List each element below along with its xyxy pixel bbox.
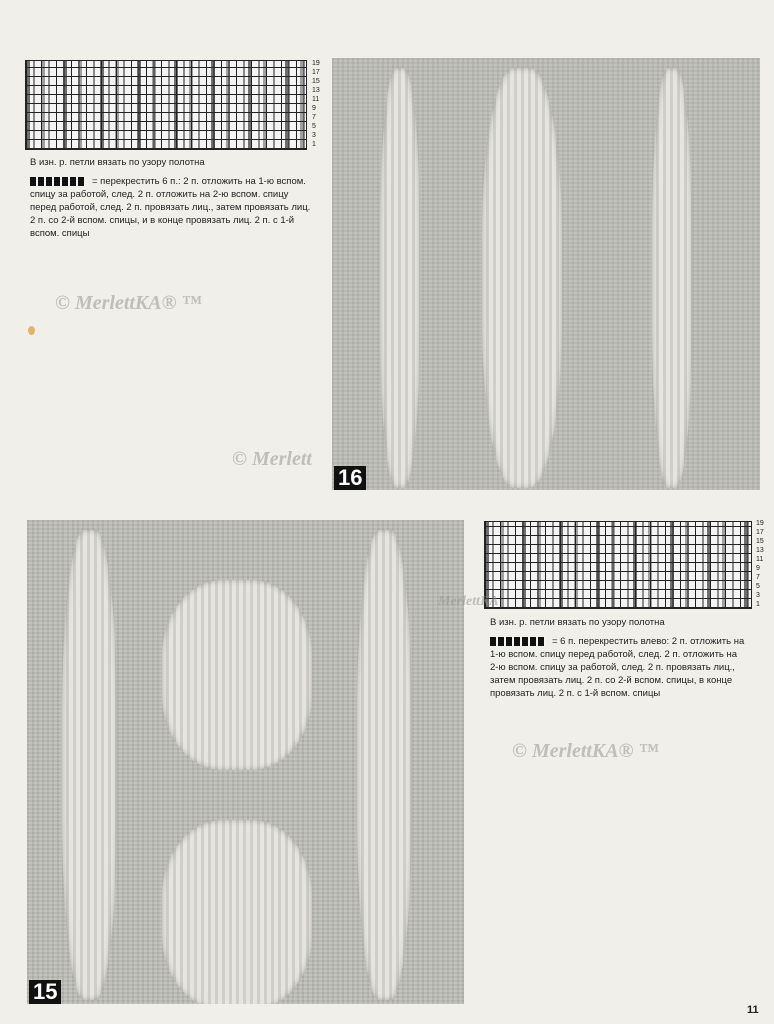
- row-number: 9: [756, 565, 760, 572]
- pattern-15-badge: 15: [29, 980, 61, 1004]
- pattern-16-caption-line1: В изн. р. петли вязать по узору полотна: [30, 157, 205, 168]
- pattern-16-caption: [30, 156, 315, 240]
- row-number: 1: [756, 601, 760, 608]
- pattern-15-caption: [490, 616, 745, 700]
- pattern-16-chart: [25, 60, 307, 150]
- cable: [357, 530, 412, 1000]
- row-number: 17: [756, 529, 764, 536]
- pattern-15-chart: [484, 521, 752, 609]
- row-number: 5: [312, 123, 316, 130]
- pattern-15-caption-line2: = 6 п. перекрестить влево: 2 п. отложить на 1-ю вспом. спицу перед работой, след. 2 п. отложить на 2-ю вспом. спицу за работой, след. 2 п. провязать лиц., затем провязать лиц. 2 п. со 2-й вспом. спицы, в конце провязать лиц. 2 п. с 1-й вспом. спицы: [490, 636, 745, 699]
- cable-cross-symbol-icon: [490, 637, 546, 646]
- row-number: 1: [312, 141, 316, 148]
- pattern-15-photo: [27, 520, 464, 1004]
- row-number: 11: [756, 556, 764, 563]
- paper-speck: [28, 326, 35, 335]
- watermark: © MerlettKA® ™: [512, 740, 659, 762]
- row-number: 13: [312, 87, 320, 94]
- watermark: © Merlett: [232, 448, 312, 470]
- row-number: 15: [756, 538, 764, 545]
- row-number: 11: [312, 96, 320, 103]
- pattern-15-row-numbers: [756, 519, 764, 609]
- row-number: 13: [756, 547, 764, 554]
- pattern-16-row-numbers: [312, 59, 320, 149]
- pattern-16-badge: 16: [334, 466, 366, 490]
- watermark: © MerlettKA® ™: [55, 292, 202, 314]
- row-number: 3: [312, 132, 316, 139]
- row-number: 17: [312, 69, 320, 76]
- pattern-16-photo: [332, 58, 760, 490]
- cable: [162, 820, 312, 1004]
- pattern-15-caption-line1: В изн. р. петли вязать по узору полотна: [490, 617, 665, 628]
- row-number: 3: [756, 592, 760, 599]
- cable-cross-symbol-icon: [30, 177, 86, 186]
- row-number: 7: [756, 574, 760, 581]
- row-number: 15: [312, 78, 320, 85]
- row-number: 9: [312, 105, 316, 112]
- cable: [62, 530, 117, 1000]
- page-number: 11: [747, 1004, 759, 1016]
- cable: [162, 580, 312, 770]
- pattern-16-caption-line2: = перекрестить 6 п.: 2 п. отложить на 1-ю вспом. спицу за работой, след. 2 п. отложить на 2-ю вспом. спицу перед работой, след. 2 п. провязать лиц., затем провязать лиц. 2 п. со 2-й вспом. спицы, и в конце провязать лиц. 2 п. с 1-й вспом. спицы: [30, 176, 311, 239]
- row-number: 19: [312, 60, 320, 67]
- watermark: MerlettKA: [438, 594, 499, 609]
- row-number: 7: [312, 114, 316, 121]
- row-number: 5: [756, 583, 760, 590]
- row-number: 19: [756, 520, 764, 527]
- cable: [652, 68, 692, 488]
- cable: [482, 68, 562, 488]
- cable: [380, 68, 420, 488]
